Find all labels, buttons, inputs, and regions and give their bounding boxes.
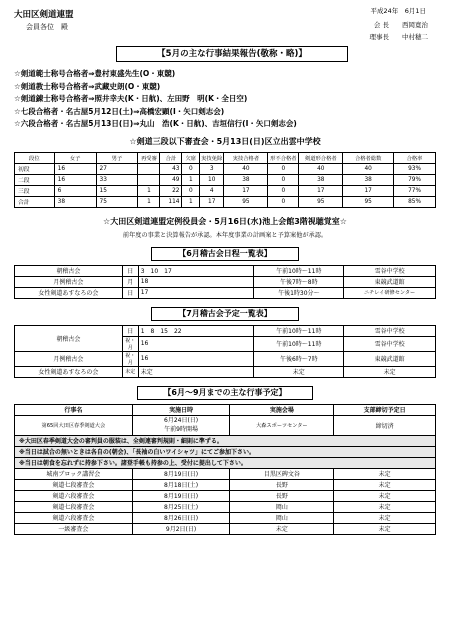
june-schedule-table xyxy=(14,265,436,299)
notice-text: ※大田区春季剣道大会の審判員の服装は、全剣連審判規則・細則に準ずる。 xyxy=(15,435,436,446)
cell: 8月26日(日) xyxy=(132,512,230,523)
cell: 雪谷中学校 xyxy=(344,325,436,336)
notice-text: ※当日は朝食を忘れずに持参下さい。諸登手帳も持参の上、受付に提出して下さい。 xyxy=(15,457,436,468)
cell: 38 xyxy=(224,174,268,185)
cell: 朝稽古会 xyxy=(15,325,123,351)
cell: 0 xyxy=(182,163,200,174)
cell: 午後1時30分～ xyxy=(254,287,344,298)
notice-row xyxy=(15,446,436,457)
col-header: 実技合格者 xyxy=(224,152,268,163)
exam-table xyxy=(14,152,436,208)
cell: 6 xyxy=(54,185,96,196)
cell: 95 xyxy=(224,196,268,207)
cell: 8月25日(土) xyxy=(132,501,230,512)
cell: 合計 xyxy=(15,196,55,207)
exam-header-row xyxy=(15,152,436,163)
table-row xyxy=(15,490,436,501)
cell: 114 xyxy=(160,196,182,207)
table-row xyxy=(15,501,436,512)
cell: 雪谷中学校 xyxy=(344,265,436,276)
cell: 40 xyxy=(224,163,268,174)
cell: 午後7時～8時 xyxy=(254,276,344,287)
table-row xyxy=(15,174,436,185)
cell: 月例稽古会 xyxy=(15,276,123,287)
col-header: 実施会場 xyxy=(230,404,334,415)
cell: 33 xyxy=(96,174,138,185)
cell: 40 xyxy=(299,163,343,174)
col-header: 欠席 xyxy=(182,152,200,163)
cell: 城南ブロック講習会 xyxy=(15,468,133,479)
col-header: 形不合格者 xyxy=(268,152,299,163)
cell: 未定 xyxy=(334,479,436,490)
cell: 16 xyxy=(54,163,96,174)
june-schedule-title: 【6月稽古会日程一覧表】 xyxy=(151,247,299,261)
col-header: 剣道形合格者 xyxy=(299,152,343,163)
cell: 1 xyxy=(138,196,160,207)
cell: 95 xyxy=(299,196,343,207)
cell: 午前10時～11時 xyxy=(254,265,344,276)
cell: 0 xyxy=(268,185,299,196)
cell: 16 xyxy=(138,351,254,366)
col-header: 男子 xyxy=(96,152,138,163)
col-header: 合格者総数 xyxy=(343,152,394,163)
cell: 朝稽古会 xyxy=(15,265,123,276)
result-item: ☆六段合格者・名古屋5月13日(日)⇒丸山 浩(K・日航)、吉垣信行(I・矢口剣志会) xyxy=(14,119,297,128)
cell: 9月2日(日) xyxy=(132,523,230,534)
cell: 38 xyxy=(299,174,343,185)
cell: 東競武道館 xyxy=(344,276,436,287)
table-row xyxy=(15,351,436,366)
result-item: ☆剣道教士称号合格者⇒武藏史朗(O・東競) xyxy=(14,81,161,91)
cell: 日 xyxy=(122,265,138,276)
table-row xyxy=(15,276,436,287)
header xyxy=(14,6,436,64)
july-schedule-table xyxy=(14,325,436,378)
president-signature: 会 長 西岡寛治 xyxy=(373,21,428,29)
meeting-title: ☆大田区剣道連盟定例役員会・5月16日(水)池上会館3階視聴覚室☆ xyxy=(103,216,347,226)
meeting-note: 前年度の事業と決算報告が承認。本年度事業の計画案と予算案他が承認。 xyxy=(122,231,328,239)
cell: 18 xyxy=(138,276,254,287)
cell: 未定 xyxy=(230,523,334,534)
cell: 未定 xyxy=(138,366,254,377)
cell xyxy=(138,174,160,185)
cell: 二段 xyxy=(15,174,55,185)
cell: 未定 xyxy=(334,512,436,523)
report-title: 【5月の主な行事結果報告(敬称・略)】 xyxy=(116,46,348,62)
exam-title: ☆剣道三段以下審査会・5月13日(日)区立出雲中学校 xyxy=(129,136,321,146)
cell: 目黒区碑文谷 xyxy=(230,468,334,479)
cell: 16 xyxy=(54,174,96,185)
cell: 長野 xyxy=(230,479,334,490)
table-row xyxy=(15,185,436,196)
cell: 15 xyxy=(96,185,138,196)
cell: 43 xyxy=(160,163,182,174)
cell: 22 xyxy=(160,185,182,196)
col-header: 行事名 xyxy=(15,404,133,415)
cell: 85% xyxy=(394,196,436,207)
cell: 日 xyxy=(122,325,138,336)
cell: 27 xyxy=(96,163,138,174)
cell: 49 xyxy=(160,174,182,185)
cell: 日 xyxy=(122,287,138,298)
cell: 0 xyxy=(268,174,299,185)
cell: 未定 xyxy=(334,490,436,501)
cell: 8月19日(日) xyxy=(132,490,230,501)
cell: 10 xyxy=(200,174,224,185)
cell: 75 xyxy=(96,196,138,207)
cell: 東競武道館 xyxy=(344,351,436,366)
issue-date: 平成24年 6月1日 xyxy=(370,7,426,15)
cell: 初段 xyxy=(15,163,55,174)
cell: 締切済 xyxy=(334,415,436,435)
col-header: 実施日時 xyxy=(132,404,230,415)
cell: 雪谷中学校 xyxy=(344,336,436,351)
plan-table xyxy=(14,404,436,535)
cell xyxy=(138,163,160,174)
cell: 未定 xyxy=(122,366,138,377)
org-name: 大田区剣道連盟 xyxy=(14,10,74,20)
cell: 16 xyxy=(138,336,254,351)
cell: 大森スポーツセンター xyxy=(230,415,334,435)
notice-text: ※当日は試合の無いときは各自の(朝会)、「長袖の白いワイシャツ」にてご参加下さい。 xyxy=(15,446,436,457)
cell: 38 xyxy=(343,174,394,185)
event-date: 6月24日(日) xyxy=(164,417,199,424)
cell: 0 xyxy=(268,163,299,174)
cell: 未定 xyxy=(254,366,344,377)
cell: 午前10時～11時 xyxy=(254,336,344,351)
plan-title: 【6月～9月までの主な行事予定】 xyxy=(137,386,313,400)
table-row xyxy=(15,479,436,490)
table-row xyxy=(15,523,436,534)
cell: 8月19日(日) xyxy=(132,468,230,479)
cell: 岡山 xyxy=(230,501,334,512)
cell: 三段 xyxy=(15,185,55,196)
cell: 月 xyxy=(122,276,138,287)
table-row xyxy=(15,287,436,298)
cell: 剣道六段審査会 xyxy=(15,512,133,523)
cell: 1 xyxy=(182,196,200,207)
event-time: 午前9時開場 xyxy=(164,426,198,433)
cell: 未定 xyxy=(334,501,436,512)
cell: 1 8 15 22 xyxy=(138,325,254,336)
table-row xyxy=(15,325,436,336)
cell: 79% xyxy=(394,174,436,185)
cell: 岡山 xyxy=(230,512,334,523)
cell: 未定 xyxy=(344,366,436,377)
cell: 0 xyxy=(268,196,299,207)
cell: 月例稽古会 xyxy=(15,351,123,366)
cell: 1 xyxy=(138,185,160,196)
cell: 午前10時～11時 xyxy=(254,325,344,336)
result-item: ☆七段合格者・名古屋5月12日(土)⇒高橋宏顕(I・矢口剣志会) xyxy=(14,106,225,116)
table-row xyxy=(15,415,436,435)
notice-row xyxy=(15,435,436,446)
cell: 17 xyxy=(138,287,254,298)
table-row xyxy=(15,265,436,276)
cell: 17 xyxy=(299,185,343,196)
cell: 77% xyxy=(394,185,436,196)
cell: 剣道六段審査会 xyxy=(15,490,133,501)
col-header: 支部締切予定日 xyxy=(334,404,436,415)
cell: 祝・月 xyxy=(122,336,138,351)
plan-header-row xyxy=(15,404,436,415)
cell: 93% xyxy=(394,163,436,174)
cell: 祝・月 xyxy=(122,351,138,366)
cell: 95 xyxy=(343,196,394,207)
col-header: 合格率 xyxy=(394,152,436,163)
cell: 第65回大田区春季剣道大会 xyxy=(15,415,133,435)
col-header: 合計 xyxy=(160,152,182,163)
july-schedule-title: 【7月稽古会予定一覧表】 xyxy=(151,307,299,321)
cell: 長野 xyxy=(230,490,334,501)
table-row xyxy=(15,512,436,523)
cell: 一級審査会 xyxy=(15,523,133,534)
director-signature: 理事長 中村穂二 xyxy=(369,33,428,41)
col-header: 実技免除 xyxy=(200,152,224,163)
cell: 17 xyxy=(200,196,224,207)
cell: ニチレイ研修センター xyxy=(344,287,436,298)
cell xyxy=(132,415,230,435)
cell: 剣道七段審査会 xyxy=(15,501,133,512)
cell: 17 xyxy=(343,185,394,196)
cell: 8月18日(土) xyxy=(132,479,230,490)
addressee: 会員各位 殿 xyxy=(26,23,68,31)
result-item: ☆剣道錬士称号合格者⇒照井幸夫(K・日航)、左田野 明(K・全日空) xyxy=(14,94,248,103)
cell: 女性剣道あすなろの会 xyxy=(15,366,123,377)
col-header: 女子 xyxy=(54,152,96,163)
table-row xyxy=(15,163,436,174)
cell: 4 xyxy=(200,185,224,196)
cell: 剣道七段審査会 xyxy=(15,479,133,490)
cell: 1 xyxy=(182,174,200,185)
table-row xyxy=(15,468,436,479)
cell: 40 xyxy=(343,163,394,174)
cell: 女性剣道あすなろの会 xyxy=(15,287,123,298)
notice-row xyxy=(15,457,436,468)
cell: 38 xyxy=(54,196,96,207)
result-item: ☆剣道範士称号合格者⇒豊村東盛先生(O・東競) xyxy=(14,69,176,78)
col-header: 段位 xyxy=(15,152,55,163)
table-row xyxy=(15,366,436,377)
table-row xyxy=(15,196,436,207)
cell: 未定 xyxy=(334,468,436,479)
results-list xyxy=(14,68,436,131)
cell: 3 10 17 xyxy=(138,265,254,276)
cell: 17 xyxy=(224,185,268,196)
cell: 0 xyxy=(182,185,200,196)
cell: 3 xyxy=(200,163,224,174)
cell: 午後6時～7時 xyxy=(254,351,344,366)
col-header: 再受審 xyxy=(138,152,160,163)
cell: 未定 xyxy=(334,523,436,534)
